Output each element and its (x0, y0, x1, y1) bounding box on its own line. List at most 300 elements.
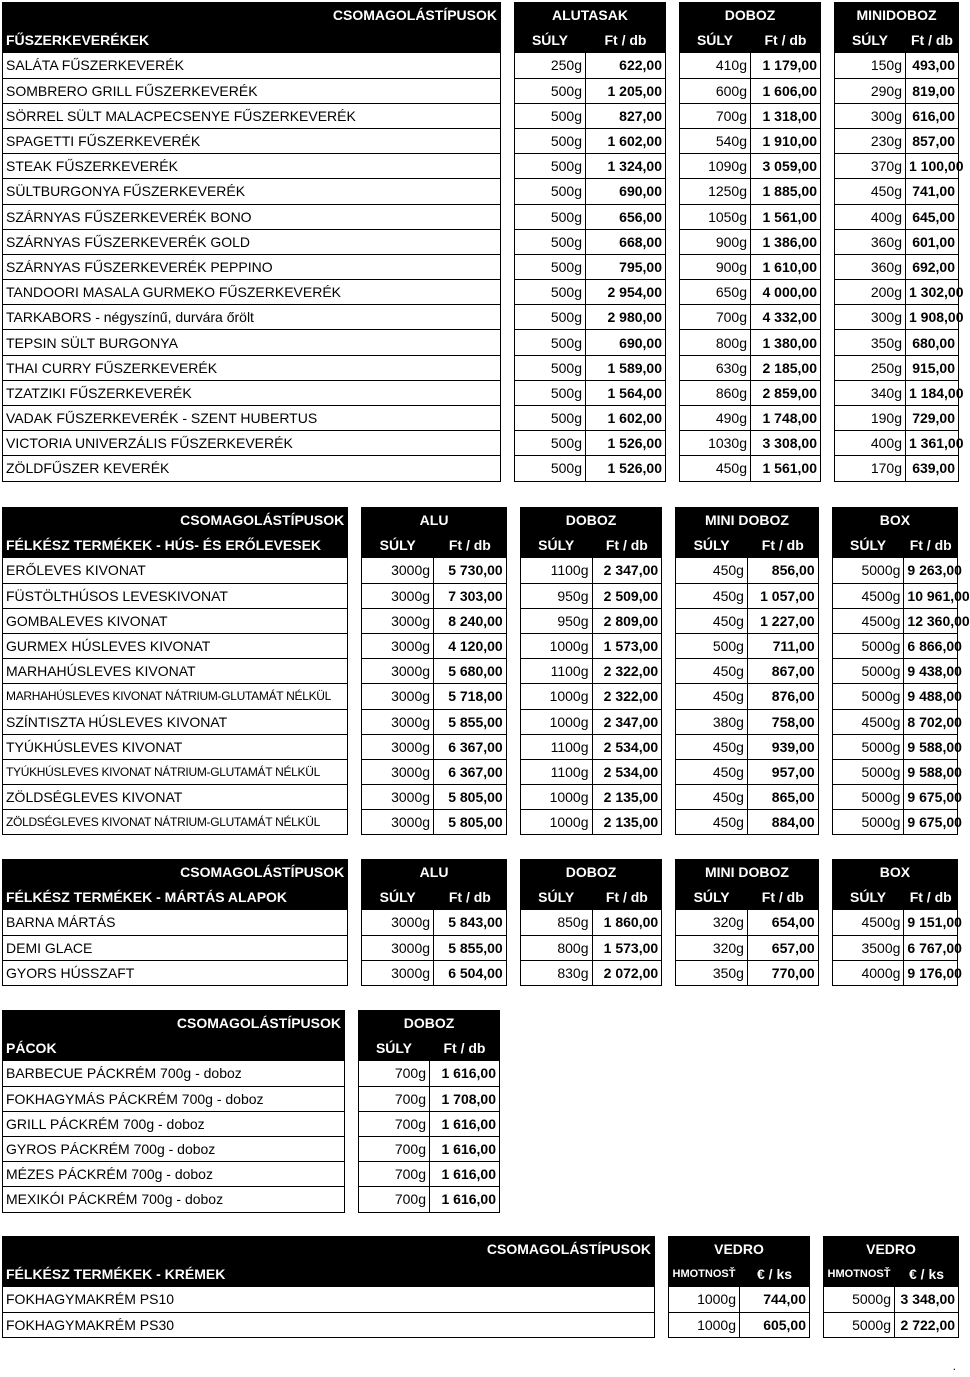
unit-price: 1 205,00 (586, 78, 666, 103)
package-weight: 540g (680, 128, 751, 153)
package-weight: 4500g (832, 608, 904, 633)
product-name: ZÖLDFŰSZER KEVERÉK (3, 456, 501, 481)
package-header: DOBOZ (520, 860, 661, 885)
package-weight: 450g (676, 608, 748, 633)
unit-price: 7 303,00 (434, 583, 507, 608)
unit-price: 657,00 (747, 935, 818, 960)
unit-price: 1 561,00 (751, 204, 821, 229)
table-title: FÉLKÉSZ TERMÉKEK - HÚS- ÉS ERŐLEVESEK (3, 533, 348, 558)
package-weight: 1000g (520, 709, 592, 734)
unit-price: 1 616,00 (430, 1111, 500, 1136)
product-name: ZÖLDSÉGLEVES KIVONAT (3, 785, 348, 810)
column-header: Ft / db (586, 28, 666, 53)
table-row (3, 1162, 500, 1187)
package-header: BOX (832, 508, 957, 533)
unit-price: 5 730,00 (434, 558, 507, 583)
package-header: DOBOZ (359, 1011, 500, 1036)
unit-price: 856,00 (747, 558, 818, 583)
package-weight: 650g (680, 280, 751, 305)
unit-price: 939,00 (747, 734, 818, 759)
column-header: SÚLY (680, 28, 751, 53)
unit-price: 1 573,00 (592, 633, 662, 658)
package-weight: 5000g (832, 785, 904, 810)
table-row (3, 355, 959, 380)
table-title: FÉLKÉSZ TERMÉKEK - KRÉMEK (3, 1262, 655, 1287)
column-header: SÚLY (515, 28, 586, 53)
column-header: Ft / db (434, 533, 507, 558)
unit-price: 605,00 (740, 1312, 810, 1337)
unit-price: 9 588,00 (904, 734, 958, 759)
product-name: SZÍNTISZTA HÚSLEVES KIVONAT (3, 709, 348, 734)
table-row (3, 53, 959, 78)
unit-price: 616,00 (906, 103, 959, 128)
product-name: GURMEX HÚSLEVES KIVONAT (3, 633, 348, 658)
unit-price: 5 680,00 (434, 659, 507, 684)
package-weight: 1090g (680, 154, 751, 179)
unit-price: 639,00 (906, 456, 959, 481)
product-name: SÖRREL SÜLT MALACPECSENYE FŰSZERKEVERÉK (3, 103, 501, 128)
unit-price: 9 588,00 (904, 759, 958, 784)
unit-price: 1 616,00 (430, 1162, 500, 1187)
unit-price: 1 526,00 (586, 431, 666, 456)
package-weight: 500g (515, 254, 586, 279)
product-name: SZÁRNYAS FŰSZERKEVERÉK GOLD (3, 229, 501, 254)
unit-price: 690,00 (586, 179, 666, 204)
unit-price: 1 179,00 (751, 53, 821, 78)
package-weight: 450g (676, 785, 748, 810)
product-name: ERŐLEVES KIVONAT (3, 558, 348, 583)
product-name: VADAK FŰSZERKEVERÉK - SZENT HUBERTUS (3, 406, 501, 431)
product-name: MARHAHÚSLEVES KIVONAT (3, 659, 348, 684)
product-name: TYÚKHÚSLEVES KIVONAT (3, 734, 348, 759)
product-name: VICTORIA UNIVERZÁLIS FŰSZERKEVERÉK (3, 431, 501, 456)
package-weight: 1000g (669, 1287, 740, 1312)
unit-price: 1 616,00 (430, 1136, 500, 1161)
column-header: Ft / db (751, 28, 821, 53)
unit-price: 1 610,00 (751, 254, 821, 279)
package-weight: 500g (676, 633, 748, 658)
package-weight: 450g (676, 734, 748, 759)
unit-price: 2 135,00 (592, 785, 662, 810)
package-weight: 320g (676, 935, 748, 960)
product-name: TANDOORI MASALA GURMEKO FŰSZERKEVERÉK (3, 280, 501, 305)
column-header: € / ks (895, 1262, 959, 1287)
package-weight: 450g (676, 759, 748, 784)
package-header: ALU (362, 860, 506, 885)
package-header: DOBOZ (520, 508, 661, 533)
unit-price: 6 367,00 (434, 734, 507, 759)
package-weight: 380g (676, 709, 748, 734)
table-title: FÉLKÉSZ TERMÉKEK - MÁRTÁS ALAPOK (3, 885, 348, 910)
unit-price: 9 675,00 (904, 785, 958, 810)
package-weight: 3000g (362, 960, 434, 985)
package-weight: 5000g (832, 684, 904, 709)
package-header: VEDRO (824, 1237, 959, 1262)
product-name: FÜSTÖLTHÚSOS LEVESKIVONAT (3, 583, 348, 608)
column-header: Ft / db (904, 533, 958, 558)
unit-price: 1 589,00 (586, 355, 666, 380)
package-weight: 5000g (832, 659, 904, 684)
column-header: Ft / db (904, 885, 958, 910)
package-weight: 500g (515, 380, 586, 405)
product-name: SOMBRERO GRILL FŰSZERKEVERÉK (3, 78, 501, 103)
table-row (3, 431, 959, 456)
package-weight: 350g (835, 330, 906, 355)
unit-price: 4 120,00 (434, 633, 507, 658)
unit-price: 5 855,00 (434, 935, 507, 960)
package-weight: 320g (676, 910, 748, 935)
table-row (3, 810, 958, 835)
package-weight: 3000g (362, 734, 434, 759)
package-weight: 450g (680, 456, 751, 481)
unit-price: 1 324,00 (586, 154, 666, 179)
unit-price: 884,00 (747, 810, 818, 835)
package-weight: 700g (680, 305, 751, 330)
soup-base-table (2, 507, 970, 835)
unit-price: 2 509,00 (592, 583, 662, 608)
unit-price: 2 347,00 (592, 709, 662, 734)
package-weight: 3000g (362, 759, 434, 784)
section-label: CSOMAGOLÁSTÍPUSOK (3, 508, 348, 533)
unit-price: 2 954,00 (586, 280, 666, 305)
package-weight: 300g (835, 103, 906, 128)
unit-price: 867,00 (747, 659, 818, 684)
unit-price: 6 767,00 (904, 935, 958, 960)
unit-price: 9 263,00 (904, 558, 958, 583)
package-weight: 700g (359, 1086, 430, 1111)
package-weight: 170g (835, 456, 906, 481)
package-weight: 1000g (520, 684, 592, 709)
table-row (3, 684, 958, 709)
product-name: TZATZIKI FŰSZERKEVERÉK (3, 380, 501, 405)
unit-price: 1 885,00 (751, 179, 821, 204)
table-row (3, 1287, 959, 1312)
product-name: GRILL PÁCKRÉM 700g - doboz (3, 1111, 345, 1136)
unit-price: 1 616,00 (430, 1061, 500, 1086)
table-row (3, 78, 959, 103)
unit-price: 5 718,00 (434, 684, 507, 709)
package-weight: 400g (835, 204, 906, 229)
unit-price: 2 185,00 (751, 355, 821, 380)
table-row (3, 406, 959, 431)
unit-price: 2 072,00 (592, 960, 662, 985)
unit-price: 2 980,00 (586, 305, 666, 330)
column-header: SÚLY (520, 885, 592, 910)
package-weight: 1250g (680, 179, 751, 204)
package-weight: 700g (680, 103, 751, 128)
package-weight: 450g (835, 179, 906, 204)
package-weight: 700g (359, 1136, 430, 1161)
package-weight: 3000g (362, 910, 434, 935)
package-weight: 450g (676, 810, 748, 835)
package-weight: 500g (515, 280, 586, 305)
package-weight: 190g (835, 406, 906, 431)
column-header: HMOTNOSŤ (669, 1262, 740, 1287)
product-name: BARNA MÁRTÁS (3, 910, 348, 935)
section-label: CSOMAGOLÁSTÍPUSOK (3, 1237, 655, 1262)
package-weight: 1100g (520, 734, 592, 759)
product-name: TEPSIN SÜLT BURGONYA (3, 330, 501, 355)
table-row (3, 179, 959, 204)
package-weight: 500g (515, 128, 586, 153)
package-weight: 5000g (824, 1312, 895, 1337)
table-row (3, 1312, 959, 1337)
package-weight: 800g (680, 330, 751, 355)
unit-price: 1 616,00 (430, 1187, 500, 1212)
column-header: SÚLY (359, 1036, 430, 1061)
unit-price: 1 184,00 (906, 380, 959, 405)
unit-price: 5 855,00 (434, 709, 507, 734)
unit-price: 9 488,00 (904, 684, 958, 709)
table-row (3, 1086, 500, 1111)
unit-price: 1 573,00 (592, 935, 662, 960)
package-weight: 450g (676, 659, 748, 684)
unit-price: 1 380,00 (751, 330, 821, 355)
product-name: GYROS PÁCKRÉM 700g - doboz (3, 1136, 345, 1161)
table-row (3, 633, 958, 658)
unit-price: 1 302,00 (906, 280, 959, 305)
unit-price: 3 308,00 (751, 431, 821, 456)
package-weight: 1000g (520, 785, 592, 810)
unit-price: 4 000,00 (751, 280, 821, 305)
package-weight: 300g (835, 305, 906, 330)
product-name: SALÁTA FŰSZERKEVERÉK (3, 53, 501, 78)
package-weight: 1000g (520, 633, 592, 658)
unit-price: 795,00 (586, 254, 666, 279)
package-weight: 1000g (669, 1312, 740, 1337)
package-weight: 4000g (832, 960, 904, 985)
package-weight: 360g (835, 229, 906, 254)
package-weight: 500g (515, 154, 586, 179)
table-row (3, 456, 959, 481)
column-header: Ft / db (747, 885, 818, 910)
product-name: TARKABORS - négyszínű, durvára őrölt (3, 305, 501, 330)
section-label: CSOMAGOLÁSTÍPUSOK (3, 1011, 345, 1036)
table-row (3, 1136, 500, 1161)
unit-price: 865,00 (747, 785, 818, 810)
unit-price: 1 386,00 (751, 229, 821, 254)
table-row (3, 1111, 500, 1136)
unit-price: 1 361,00 (906, 431, 959, 456)
unit-price: 729,00 (906, 406, 959, 431)
section-label: CSOMAGOLÁSTÍPUSOK (3, 3, 501, 28)
column-header: SÚLY (520, 533, 592, 558)
unit-price: 2 722,00 (895, 1312, 959, 1337)
unit-price: 2 809,00 (592, 608, 662, 633)
package-weight: 500g (515, 229, 586, 254)
package-weight: 500g (515, 431, 586, 456)
unit-price: 8 240,00 (434, 608, 507, 633)
footer-mark: . (952, 1359, 956, 1373)
table-row (3, 759, 958, 784)
table-row (3, 709, 958, 734)
table-row (3, 103, 959, 128)
product-name: GOMBALEVES KIVONAT (3, 608, 348, 633)
unit-price: 1 708,00 (430, 1086, 500, 1111)
product-name: MEXIKÓI PÁCKRÉM 700g - doboz (3, 1187, 345, 1212)
table-row (3, 204, 959, 229)
column-header: SÚLY (362, 885, 434, 910)
package-header: ALU (362, 508, 506, 533)
table-row (3, 330, 959, 355)
package-weight: 3000g (362, 709, 434, 734)
package-weight: 500g (515, 78, 586, 103)
column-header: SÚLY (832, 885, 904, 910)
unit-price: 744,00 (740, 1287, 810, 1312)
product-name: FOKHAGYMÁS PÁCKRÉM 700g - doboz (3, 1086, 345, 1111)
package-weight: 5000g (824, 1287, 895, 1312)
unit-price: 876,00 (747, 684, 818, 709)
unit-price: 857,00 (906, 128, 959, 153)
package-weight: 3000g (362, 684, 434, 709)
package-weight: 410g (680, 53, 751, 78)
package-weight: 200g (835, 280, 906, 305)
product-name: MÉZES PÁCKRÉM 700g - doboz (3, 1162, 345, 1187)
table-row (3, 1187, 500, 1212)
unit-price: 2 135,00 (592, 810, 662, 835)
package-weight: 290g (835, 78, 906, 103)
unit-price: 1 227,00 (747, 608, 818, 633)
product-name: MARHAHÚSLEVES KIVONAT NÁTRIUM-GLUTAMÁT NÉLKÜL (3, 684, 348, 709)
column-header: Ft / db (434, 885, 507, 910)
column-header: SÚLY (835, 28, 906, 53)
table-row (3, 910, 958, 935)
product-name: THAI CURRY FŰSZERKEVERÉK (3, 355, 501, 380)
package-weight: 5000g (832, 558, 904, 583)
package-weight: 700g (359, 1061, 430, 1086)
unit-price: 1 908,00 (906, 305, 959, 330)
table-row (3, 558, 958, 583)
package-weight: 700g (359, 1111, 430, 1136)
column-header: SÚLY (676, 533, 748, 558)
unit-price: 5 805,00 (434, 810, 507, 835)
unit-price: 6 866,00 (904, 633, 958, 658)
product-name: SPAGETTI FŰSZERKEVERÉK (3, 128, 501, 153)
unit-price: 6 367,00 (434, 759, 507, 784)
table-row (3, 583, 958, 608)
package-weight: 900g (680, 254, 751, 279)
package-weight: 1030g (680, 431, 751, 456)
package-weight: 700g (359, 1162, 430, 1187)
product-name: TYÚKHÚSLEVES KIVONAT NÁTRIUM-GLUTAMÁT NÉLKÜL (3, 759, 348, 784)
section-label: CSOMAGOLÁSTÍPUSOK (3, 860, 348, 885)
unit-price: 9 438,00 (904, 659, 958, 684)
product-name: DEMI GLACE (3, 935, 348, 960)
package-weight: 3000g (362, 633, 434, 658)
sauce-base-table (2, 859, 962, 986)
table-row (3, 785, 958, 810)
unit-price: 12 360,00 (904, 608, 958, 633)
unit-price: 9 176,00 (904, 960, 958, 985)
product-name: ZÖLDSÉGLEVES KIVONAT NÁTRIUM-GLUTAMÁT NÉLKÜL (3, 810, 348, 835)
package-weight: 900g (680, 229, 751, 254)
package-weight: 340g (835, 380, 906, 405)
package-weight: 450g (676, 583, 748, 608)
table-row (3, 154, 959, 179)
product-name: FOKHAGYMAKRÉM PS30 (3, 1312, 655, 1337)
unit-price: 8 702,00 (904, 709, 958, 734)
package-header: MINI DOBOZ (676, 508, 818, 533)
unit-price: 656,00 (586, 204, 666, 229)
unit-price: 711,00 (747, 633, 818, 658)
unit-price: 645,00 (906, 204, 959, 229)
package-weight: 4500g (832, 910, 904, 935)
table-row (3, 254, 959, 279)
package-weight: 3000g (362, 558, 434, 583)
unit-price: 9 151,00 (904, 910, 958, 935)
column-header: SÚLY (676, 885, 748, 910)
unit-price: 1 100,00 (906, 154, 959, 179)
unit-price: 741,00 (906, 179, 959, 204)
unit-price: 601,00 (906, 229, 959, 254)
package-weight: 600g (680, 78, 751, 103)
unit-price: 1 748,00 (751, 406, 821, 431)
product-name: SÜLTBURGONYA FŰSZERKEVERÉK (3, 179, 501, 204)
unit-price: 10 961,00 (904, 583, 958, 608)
product-name: FOKHAGYMAKRÉM PS10 (3, 1287, 655, 1312)
unit-price: 819,00 (906, 78, 959, 103)
package-weight: 3000g (362, 935, 434, 960)
unit-price: 690,00 (586, 330, 666, 355)
cream-table (2, 1236, 959, 1338)
table-row (3, 1061, 500, 1086)
package-weight: 250g (515, 53, 586, 78)
column-header: € / ks (740, 1262, 810, 1287)
package-weight: 230g (835, 128, 906, 153)
package-weight: 3000g (362, 785, 434, 810)
unit-price: 692,00 (906, 254, 959, 279)
unit-price: 2 534,00 (592, 759, 662, 784)
unit-price: 680,00 (906, 330, 959, 355)
unit-price: 770,00 (747, 960, 818, 985)
package-weight: 1100g (520, 759, 592, 784)
table-row (3, 608, 958, 633)
package-weight: 500g (515, 406, 586, 431)
column-header: Ft / db (906, 28, 959, 53)
package-weight: 500g (515, 103, 586, 128)
package-weight: 3000g (362, 583, 434, 608)
package-weight: 1100g (520, 659, 592, 684)
package-weight: 1050g (680, 204, 751, 229)
unit-price: 2 859,00 (751, 380, 821, 405)
marinade-table (2, 1010, 500, 1213)
column-header: Ft / db (592, 533, 662, 558)
product-name: BARBECUE PÁCKRÉM 700g - doboz (3, 1061, 345, 1086)
product-name: SZÁRNYAS FŰSZERKEVERÉK PEPPINO (3, 254, 501, 279)
package-weight: 450g (676, 684, 748, 709)
unit-price: 1 526,00 (586, 456, 666, 481)
unit-price: 1 860,00 (592, 910, 662, 935)
unit-price: 5 805,00 (434, 785, 507, 810)
package-weight: 5000g (832, 759, 904, 784)
package-header: DOBOZ (680, 3, 821, 28)
product-name: GYORS HÚSSZAFT (3, 960, 348, 985)
table-row (3, 935, 958, 960)
unit-price: 1 602,00 (586, 406, 666, 431)
unit-price: 1 606,00 (751, 78, 821, 103)
table-row (3, 229, 959, 254)
package-weight: 500g (515, 179, 586, 204)
package-weight: 800g (520, 935, 592, 960)
package-weight: 250g (835, 355, 906, 380)
package-weight: 5000g (832, 810, 904, 835)
unit-price: 2 534,00 (592, 734, 662, 759)
package-header: BOX (832, 860, 957, 885)
column-header: SÚLY (362, 533, 434, 558)
package-weight: 500g (515, 355, 586, 380)
package-weight: 830g (520, 960, 592, 985)
package-weight: 4500g (832, 583, 904, 608)
